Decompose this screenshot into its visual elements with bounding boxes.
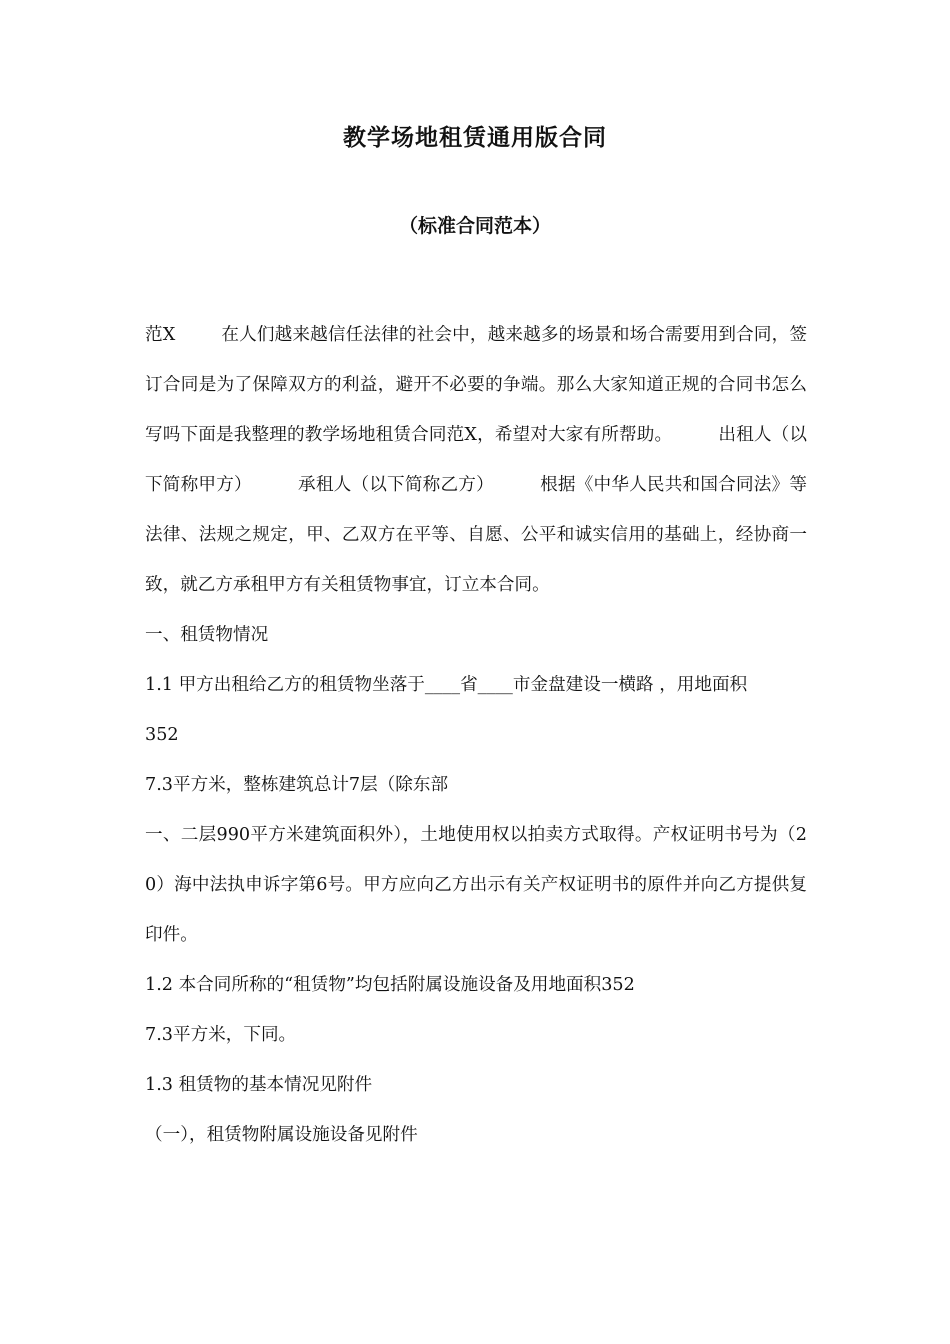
clause-1-1-floors: 7.3平方米，整栋建筑总计7层（除东部 xyxy=(145,775,449,795)
clause-1-1-area: 352 xyxy=(145,725,179,745)
clause-1-2-area: 7.3平方米，下同。 xyxy=(145,1025,297,1045)
clause-1-1-details: 一、二层990平方米建筑面积外），土地使用权以拍卖方式取得。产权证明书号为（20）海中法执申诉字第6号。甲方应向乙方出示有关产权证明书的原件并向乙方提供复印件。 xyxy=(145,825,807,945)
section-heading: 一、租赁物情况 xyxy=(145,625,269,645)
intro-label: 范X xyxy=(145,325,176,345)
clause-1-3: 1.3 租赁物的基本情况见附件 xyxy=(145,1075,373,1095)
clause-1-3-attachment: （一），租赁物附属设施设备见附件 xyxy=(145,1125,418,1145)
intro-paragraph xyxy=(145,310,807,610)
intro-basis-text: 根据《中华人民共和国合同法》等法律、法规之规定，甲、乙双方在平等、自愿、公平和诚实信用的基础上，经协商一致，就乙方承租甲方有关租赁物事宜，订立本合同。 xyxy=(145,475,807,595)
document-subtitle: （标准合同范本） xyxy=(398,215,551,237)
clause-1-2: 1.2 本合同所称的“租赁物”均包括附属设施设备及用地面积352 xyxy=(145,975,635,995)
document-body xyxy=(145,310,807,1160)
clause-1-1: 1.1 甲方出租给乙方的租赁物坐落于____省____市金盘建设一横路 ，用地面积 xyxy=(145,675,748,695)
document-title: 教学场地租赁通用版合同 xyxy=(343,125,607,151)
lessor-label: 出租人（以下简称甲方） xyxy=(145,425,807,495)
lessee-label: 承租人（以下简称乙方） xyxy=(297,475,494,495)
intro-text: 在人们越来越信任法律的社会中，越来越多的场景和场合需要用到合同，签订合同是为了保障双方的利益，避开不必要的争端。那么大家知道正规的合同书怎么写吗下面是我整理的教学场地租赁合同范X，希望对大家有所帮助。 xyxy=(145,325,807,445)
